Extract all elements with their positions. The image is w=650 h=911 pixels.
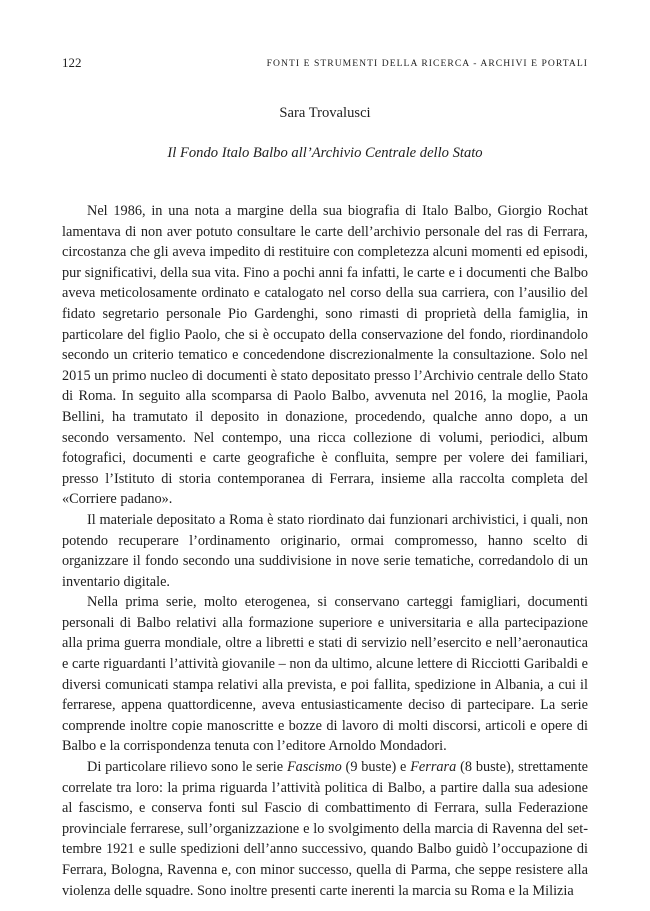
paragraph: Nel 1986, in una nota a margine della sua biografia di Italo Balbo, Giorgio Rochat lamentava di non aver potuto consultare le carte dell’archivio personale del ras di Ferrara, circostanza che gli aveva impedito di restituire con completezza alcuni momenti ed episodi, pur significativi, della sua vita. Fino a pochi anni fa infatti, le carte e i documenti che Balbo aveva meticolosamente ordinato e catalogato nel corso della sua carriera, con l’ausilio del fidato segretario personale Pio Gardenghi, sono rimasti di proprietà della famiglia, in particolare del figlio Paolo, che si è occupato della conservazione del fondo, riordinandolo secondo un criterio tematico e concedendone discrezionalmente la consultazione. Solo nel 2015 un primo nucleo di documenti è stato depositato presso l’Archivio centrale dello Stato di Roma. In seguito alla scomparsa di Paolo Balbo, avvenuta nel 2016, la moglie, Paola Bellini, ha tramutato il deposito in donazione, procedendo, qualche anno dopo, a un secondo versamento. Nel contempo, una ricca collezione di volumi, periodici, album fotografici, documenti e carte geografiche è confluita, sempre per volere dei familiari, presso l’Istituto di storia contemporanea di Ferrara, insieme alla raccolta completa del «Corriere padano». [62,203,588,508]
text-run: (8 buste), strettamente correlate tra loro: la prima riguarda l’attività politica di Balbo, a partire dalla sua adesione al fascismo, e conserva fonti sul Fascio di combattimento di Ferrara, sulla Federazione provinciale ferrarese, sull’organizzazione e lo svolgimento della marcia di Ravenna del settembre 1921 e sulle spedizioni dell’anno successivo, quando Balbo guidò l’occupazione di Ferrara, Bologna, Ravenna e, con minor successo, quella di Parma, che seppe resistere alla violenza delle squadre. Sono inoltre presenti carte inerenti la marcia su Roma e la Milizia [62,759,589,899]
series-name-ferrara: Ferrara [410,759,457,776]
running-head [62,55,588,71]
paragraph: Il materiale depositato a Roma è stato riordinato dai funzionari archivistici, i quali, non potendo recuperare l’ordinamento originario, ormai compromesso, hanno scelto di organizzare il fondo secondo una suddivisione in nove serie tematiche, corredandolo di un inventario digitale. [62,511,588,590]
author-name: Sara Trovalusci [279,105,371,121]
text-run: Di particolare rilievo sono le serie [87,759,287,776]
body-text [62,201,588,901]
running-title: FONTI E STRUMENTI DELLA RICERCA - ARCHIVI E PORTALI [266,58,588,69]
text-run: (9 buste) e [341,759,411,776]
series-name-fascismo: Fascismo [286,759,342,776]
paragraph: Nella prima serie, molto eterogenea, si conservano carteggi famigliari, documenti personali di Balbo relativi alla formazione superiore e universitaria e alla partecipazione alla prima guerra mondiale, oltre a libretti e stati di servizio nell’esercito e nell’aeronautica e carte riguardanti l’attività giovanile – non da ultimo, alcune lettere di Ricciotti Garibaldi e diversi comunicati stampa relativi alla prevista, e poi fallita, spedizione in Albania, a cui il ferrarese, appena quattordicenne, aveva entusiasticamente deciso di partecipare. La serie comprende inoltre copie manoscritte e bozze di lavoro di molti discorsi, articoli e opere di Balbo e la corrispondenza tenuta con l’editore Arnoldo Mondadori. [62,594,588,755]
paragraph [62,757,588,901]
page-number: 122 [62,55,82,70]
article-title: Il Fondo Italo Balbo all’Archivio Centrale dello Stato [167,145,483,161]
